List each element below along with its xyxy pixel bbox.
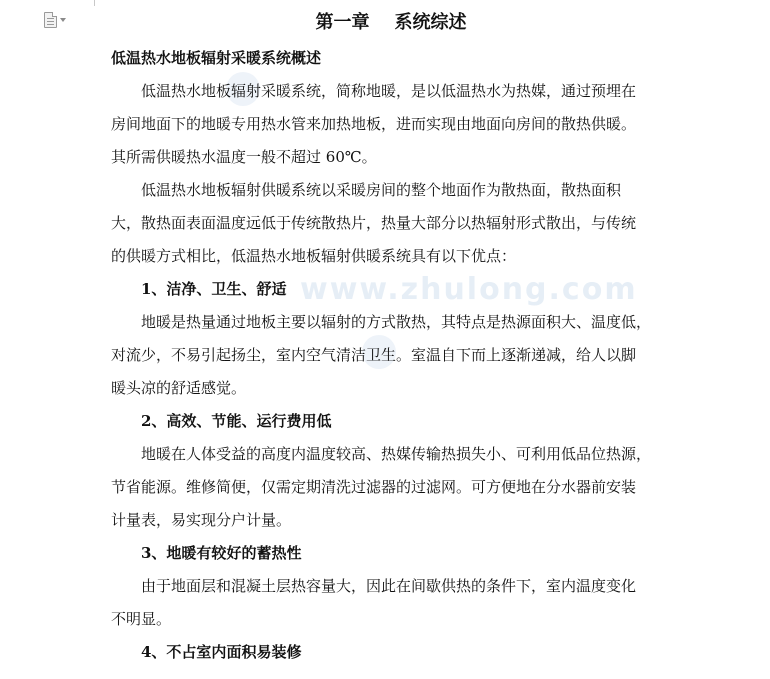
item-heading-2: 2、高效、节能、运行费用低 bbox=[141, 412, 332, 430]
document-menu-button[interactable] bbox=[44, 10, 76, 30]
paragraph-line: 计量表，易实现分户计量。 bbox=[111, 511, 292, 529]
paragraph-line: 节省能源。维修简便，仅需定期清洗过滤器的过滤网。可方便地在分水器前安装 bbox=[111, 478, 637, 496]
intro-paragraph-2 bbox=[111, 174, 671, 273]
paragraph-line: 不明显。 bbox=[111, 610, 172, 628]
watermark: www.zhulong.com bbox=[300, 272, 638, 307]
item-paragraph-2 bbox=[111, 438, 671, 537]
caret-down-icon bbox=[60, 18, 66, 22]
chapter-title: 第一章 系统综述 bbox=[315, 12, 467, 33]
item-paragraph-1 bbox=[111, 306, 671, 405]
margin-marker bbox=[94, 0, 95, 6]
paragraph-line: 房间地面下的地暖专用热水管来加热地板，进而实现由地面向房间的散热供暖。 bbox=[111, 115, 637, 133]
item-heading-1: 1、洁净、卫生、舒适 bbox=[141, 280, 287, 298]
paragraph-line: 地暖是热量通过地板主要以辐射的方式散热，其特点是热源面积大、温度低， bbox=[141, 313, 652, 331]
item-heading-3: 3、地暖有较好的蓄热性 bbox=[141, 544, 302, 562]
document-body bbox=[111, 8, 671, 669]
paragraph-line: 低温热水地板辐射供暖系统以采暖房间的整个地面作为散热面，散热面积 bbox=[141, 181, 622, 199]
paragraph-line: 大，散热面表面温度远低于传统散热片，热量大部分以热辐射形式散出，与传统 bbox=[111, 214, 637, 232]
paragraph-line: 的供暖方式相比，低温热水地板辐射供暖系统具有以下优点： bbox=[111, 247, 517, 265]
paragraph-line: 由于地面层和混凝土层热容量大，因此在间歇供热的条件下，室内温度变化 bbox=[141, 577, 637, 595]
item-heading-4: 4、不占室内面积易装修 bbox=[141, 643, 302, 661]
paragraph-line: 对流少，不易引起扬尘，室内空气清洁卫生。室温自下而上逐渐递减，给人以脚 bbox=[111, 346, 637, 364]
section-heading: 低温热水地板辐射采暖系统概述 bbox=[111, 49, 322, 67]
item-paragraph-3 bbox=[111, 570, 671, 636]
document-icon bbox=[44, 12, 57, 28]
paragraph-line: 低温热水地板辐射采暖系统，简称地暖，是以低温热水为热媒，通过预埋在 bbox=[141, 82, 637, 100]
paragraph-line: 地暖在人体受益的高度内温度较高、热媒传输热损失小、可利用低品位热源， bbox=[141, 445, 652, 463]
paragraph-line: 暖头凉的舒适感觉。 bbox=[111, 379, 247, 397]
paragraph-line: 其所需供暖热水温度一般不超过 60℃。 bbox=[111, 148, 377, 166]
intro-paragraph-1 bbox=[111, 75, 671, 174]
